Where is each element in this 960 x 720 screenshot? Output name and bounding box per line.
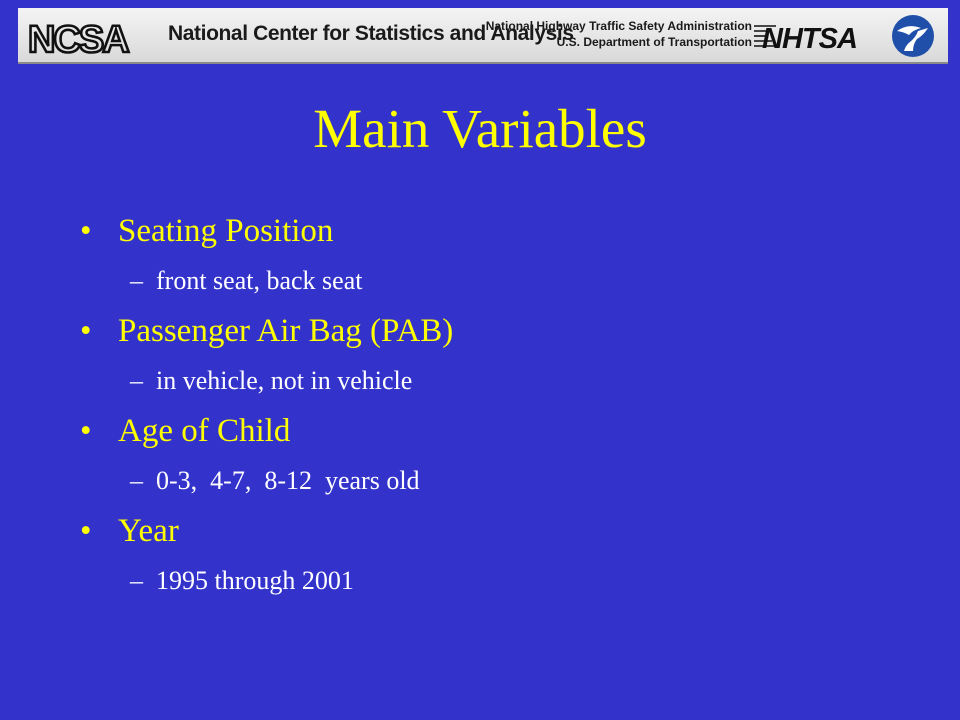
center-name: National Center for Statistics and Analysis [168, 22, 574, 45]
dot-emblem-icon [890, 13, 936, 59]
bullet-label: Year [118, 513, 179, 549]
sub-bullet-marker: – [130, 366, 143, 395]
bullet-marker: • [80, 513, 92, 549]
agency-info [486, 18, 752, 50]
sub-bullet-marker: – [130, 266, 143, 295]
svg-text:NCSA: NCSA [28, 19, 128, 58]
bullet-item [80, 405, 920, 457]
sub-bullet-item [80, 557, 920, 605]
bullet-item [80, 305, 920, 357]
slide-title: Main Variables [313, 98, 647, 159]
sub-bullet-text: front seat, back seat [156, 266, 363, 295]
agency-name: National Highway Traffic Safety Administration [485, 19, 752, 33]
sub-bullet-item [80, 257, 920, 305]
department-name: U.S. Department of Transportation [556, 35, 752, 49]
sub-bullet-text: 1995 through 2001 [156, 566, 354, 595]
sub-bullet-marker: – [130, 566, 143, 595]
sub-bullet-text: in vehicle, not in vehicle [156, 366, 413, 395]
header-banner [18, 8, 948, 64]
sub-bullet-item [80, 357, 920, 405]
nhtsa-logo [754, 21, 876, 51]
bullet-label: Seating Position [118, 213, 334, 249]
sub-bullet-marker: – [130, 466, 143, 495]
bullet-list [80, 205, 920, 605]
sub-bullet-item [80, 457, 920, 505]
bullet-marker: • [80, 213, 92, 249]
sub-bullet-text: 0-3, 4-7, 8-12 years old [156, 466, 420, 495]
ncsa-logo [28, 18, 160, 58]
bullet-item [80, 505, 920, 557]
bullet-label: Age of Child [118, 413, 291, 449]
bullet-label: Passenger Air Bag (PAB) [118, 313, 454, 349]
bullet-marker: • [80, 313, 92, 349]
bullet-item [80, 205, 920, 257]
bullet-marker: • [80, 413, 92, 449]
svg-text:NHTSA: NHTSA [762, 23, 857, 51]
